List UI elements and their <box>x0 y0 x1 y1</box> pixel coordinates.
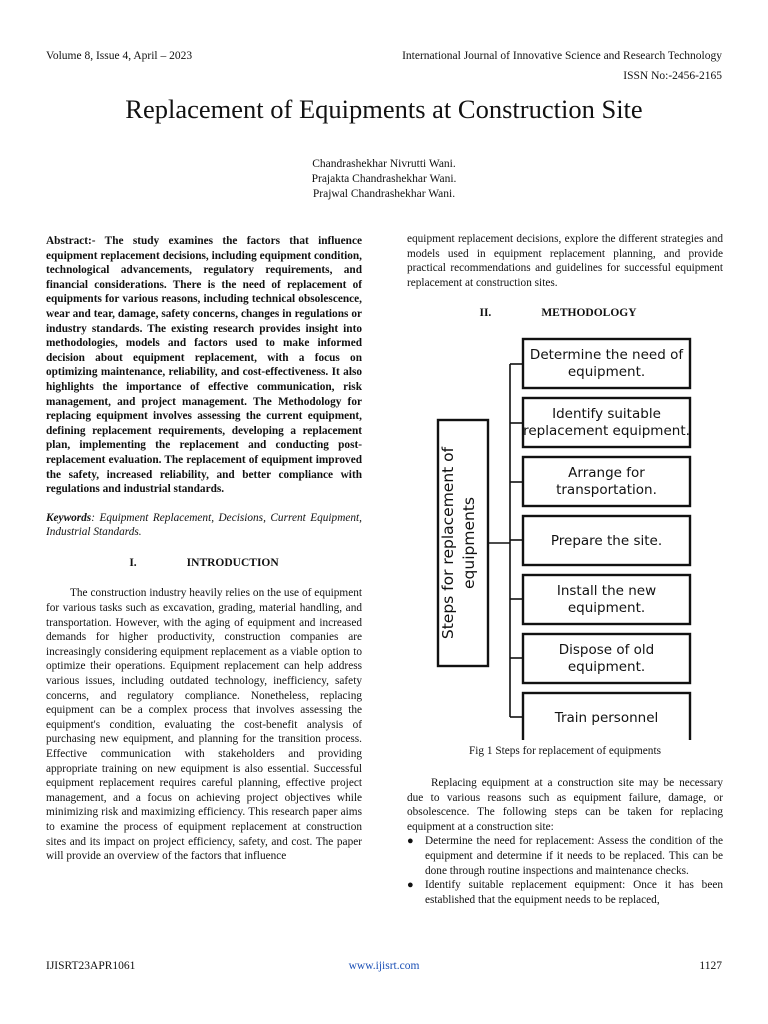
root-label-line2: equipments <box>460 497 478 589</box>
bullet-icon: ● <box>407 835 414 848</box>
step-6-line2: equipment. <box>567 659 646 675</box>
step-3-line1: Arrange for <box>568 465 645 481</box>
left-column <box>46 234 362 864</box>
step-box <box>523 398 690 447</box>
step-2-line1: Identify suitable <box>552 406 661 422</box>
root-label-line1: Steps for replacement of <box>439 446 457 640</box>
paper-title: Replacement of Equipments at Construction Site <box>125 94 643 124</box>
section-heading-methodology <box>393 306 723 321</box>
keywords <box>46 511 362 540</box>
section-number: II. <box>479 307 492 320</box>
list-item <box>407 878 723 907</box>
author-2: Prajakta Chandrashekhar Wani. <box>311 173 457 185</box>
page-number: 1127 <box>699 960 722 972</box>
bullet-text: Determine the need for replacement: Assess the condition of the equipment and determine if it needs to be replaced. This can be done through routine inspections and maintenance checks. <box>425 835 723 877</box>
author-1: Chandrashekhar Nivrutti Wani. <box>312 158 456 170</box>
steps-flowchart <box>432 335 702 740</box>
step-1-line2: equipment. <box>567 364 646 380</box>
section-number: I. <box>129 556 137 569</box>
paper-id: IJISRT23APR1061 <box>46 960 136 972</box>
step-5-line2: equipment. <box>567 600 646 616</box>
figure-caption: Fig 1 Steps for replacement of equipments <box>468 745 661 757</box>
steps-list <box>407 834 723 907</box>
section-title: INTRODUCTION <box>186 556 279 569</box>
intro-continuation: equipment replacement decisions, explore the different strategies and models used in equipment replacement planning, and provide practical recommendations and guidelines for successful equipment replacement at construction sites. <box>407 233 723 289</box>
author-3: Prajwal Chandrashekhar Wani. <box>312 188 456 200</box>
abstract: Abstract:- The study examines the factors that influence equipment replacement decisions, including equipment condition, technological advancements, regulatory requirements, and financial considerations. There is the need of replacement of equipments for various reasons, including technical obsolescence, wear and tear, damage, safety concerns, changes in regulations or industry standards. The existing research provides insight into methodologies, models and factors used to make informed decision about equipment replacement, with a focus on optimizing maintenance, reliability, and cost-effectiveness. It also highlights the importance of effective communication, risk management, and project management. The Methodology for replacing equipment involves assessing the current equipment, defining replacement requirements, developing a replacement plan, implementing the replacement and conducting post-replacement evaluation. The replacement of equipment improved the safety, increased reliability, and better compliance with regulations and industrial standards. <box>46 235 362 496</box>
list-item <box>407 834 723 878</box>
section-heading-introduction <box>46 556 362 571</box>
step-box <box>523 693 690 740</box>
journal-website-link[interactable]: www.ijisrt.com <box>348 960 420 972</box>
bullet-icon: ● <box>407 879 414 892</box>
connector-lines <box>488 364 523 717</box>
issn: ISSN No:-2456-2165 <box>623 70 722 82</box>
step-box <box>523 575 690 624</box>
step-box <box>523 634 690 683</box>
step-4-line1: Prepare the site. <box>550 533 663 549</box>
bullet-text: Identify suitable replacement equipment: Once it has been established that the equipment needs to be replaced, <box>425 879 723 906</box>
intro-paragraph: The construction industry heavily relies on the use of equipment for various tasks such as excavation, grading, material handling, and transportation. However, with the aging of equipment and increased demands for higher productivity, construction companies are increasingly considering equipment replacement as a viable option to optimize their operations. Equipment replacement can help address various issues, including outdated technology, inefficiency, safety concerns, and regulatory compliance. Nonetheless, replacing equipment can be a complex process that involves assessing the equipment's condition, evaluating the cost-benefit analysis of purchasing new equipment, and planning for the transition process. Effective communication with stakeholders and providing appropriate training on new equipment is also essential. Successful equipment replacement requires careful planning, effective project management, and a focus on achieving project objectives while minimizing risk and maximizing efficiency. This research paper aims to examine the process of equipment replacement at construction sites and its impact on project efficiency, safety, and cost. The paper will provide an overview of the factors that influence <box>46 587 362 863</box>
step-1-line1: Determine the need of <box>529 347 684 363</box>
keywords-text: : Equipment Replacement, Decisions, Current Equipment, Industrial Standards. <box>46 511 362 539</box>
step-2-line2: replacement equipment. <box>523 423 690 439</box>
step-box <box>523 457 690 506</box>
step-5-line1: Install the new <box>556 583 657 599</box>
author-list <box>0 157 768 202</box>
right-column-lower <box>407 776 723 907</box>
section-title: METHODOLOGY <box>541 307 637 320</box>
step-box <box>523 516 690 565</box>
right-column <box>407 232 723 321</box>
step-3-line2: transportation. <box>556 482 657 498</box>
journal-name: International Journal of Innovative Science and Research Technology <box>402 50 722 62</box>
replacing-paragraph: Replacing equipment at a construction site may be necessary due to various reasons such as equipment failure, damage, or obsolescence. The following steps can be taken for replacing equipment at a construction site: <box>407 777 723 833</box>
step-7-line1: Train personnel <box>554 710 659 726</box>
step-box <box>523 339 690 388</box>
volume-issue: Volume 8, Issue 4, April – 2023 <box>46 50 193 62</box>
step-6-line1: Dispose of old <box>558 642 655 658</box>
keywords-label: Keywords <box>46 511 92 524</box>
